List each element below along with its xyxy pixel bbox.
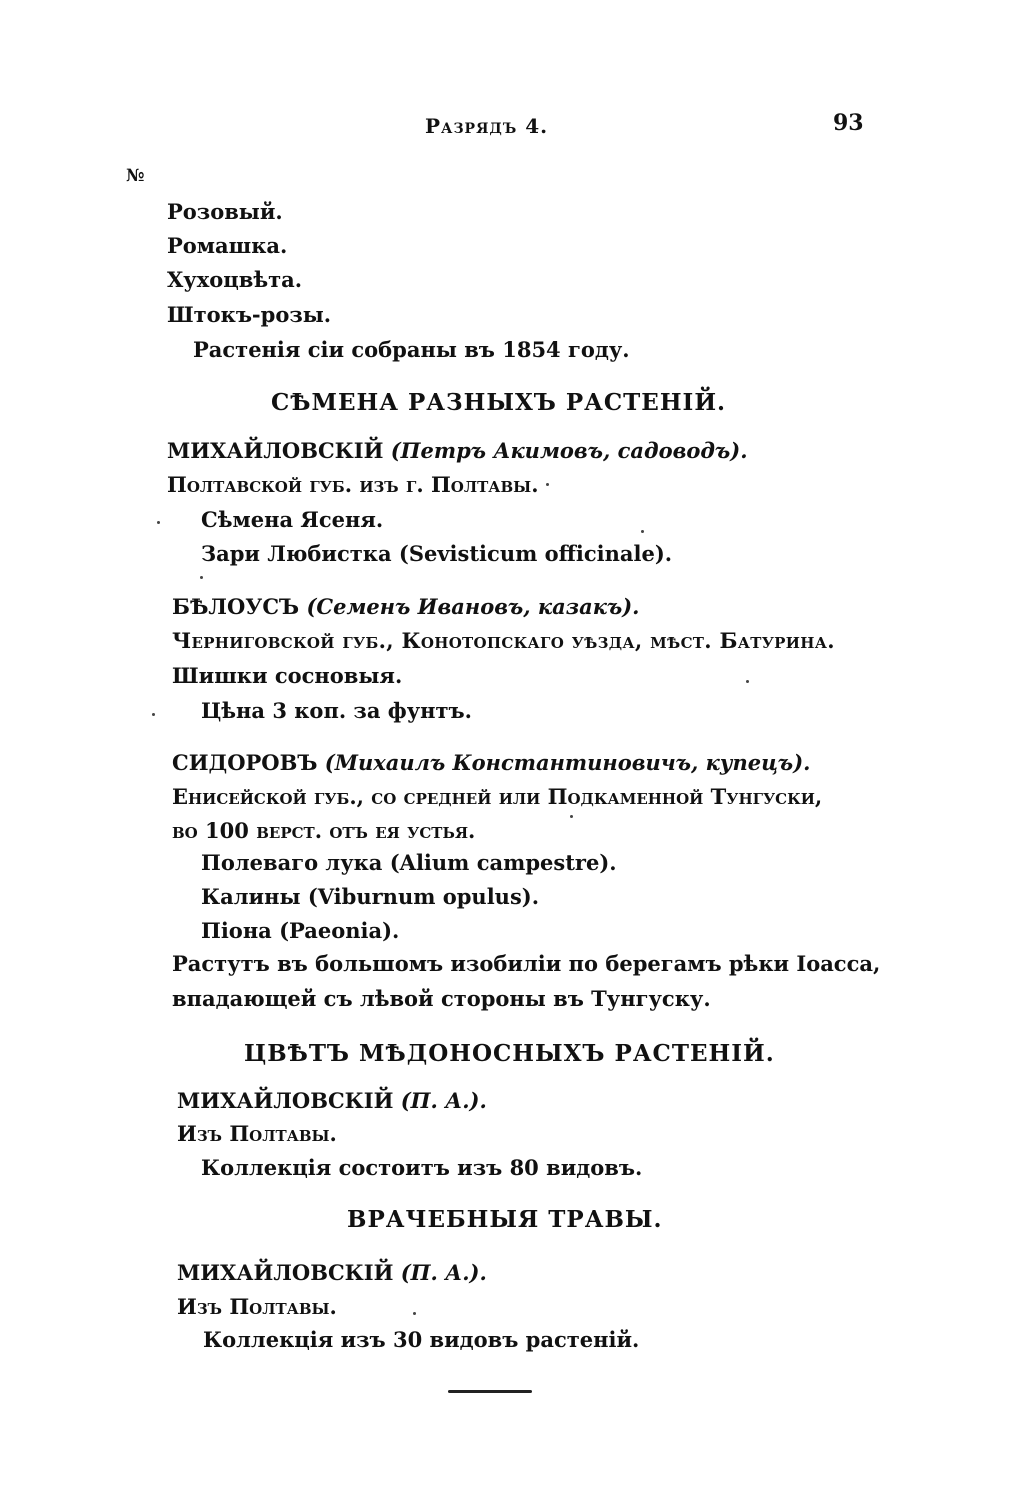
exhibitor-line [167,437,748,465]
running-title: Разрядъ 4. [425,114,549,138]
exhibitor-name: МИХАЙЛОВСКІЙ [177,1260,394,1285]
scan-speck [641,530,644,533]
section-heading-seeds: СѢМЕНА РАЗНЫХЪ РАСТЕНІЙ. [271,389,727,416]
exhibitor-details: (Петръ Акимовъ, садоводъ). [390,438,748,463]
habitat-note: впадающей съ лѣвой стороны въ Тунгуску. [172,986,711,1011]
list-item: Зари Любистка (Sevisticum officinale). [201,541,673,566]
list-item: Сѣмена Ясеня. [201,507,384,532]
exhibitor-name: МИХАЙЛОВСКІЙ [167,438,384,463]
section-heading-honey-plants: ЦВѢТЪ МѢДОНОСНЫХЪ РАСТЕНІЙ. [244,1040,775,1067]
exhibitor-line [172,749,810,777]
list-item: Ромашка. [167,233,288,258]
page-number: 93 [833,110,864,136]
list-item: Хухоцвѣта. [167,267,303,292]
exhibitor-line [177,1087,487,1115]
habitat-note: Растутъ въ большомъ изобиліи по берегамъ рѣки Іоасса, [172,951,881,976]
scan-speck [546,483,549,486]
collection-note: Коллекція состоитъ изъ 80 видовъ. [201,1155,643,1180]
list-item: Штокъ-розы. [167,302,332,327]
origin-line: Полтавской губ. изъ г. Полтавы. [167,472,539,497]
exhibitor-details: (П. А.). [400,1260,487,1285]
number-sign: № [126,166,145,186]
scan-speck [200,576,203,579]
list-item: Полеваго лука (Alium campestre). [201,850,617,875]
exhibitor-line [172,593,639,621]
section-heading-medicinal-herbs: ВРАЧЕБНЫЯ ТРАВЫ. [347,1206,663,1233]
scan-speck [746,680,749,683]
list-item: Піона (Paeonia). [201,918,400,943]
exhibitor-details: (Семенъ Ивановъ, казакъ). [306,594,640,619]
closing-rule [448,1390,532,1393]
scan-speck [570,815,573,818]
exhibitor-name: МИХАЙЛОВСКІЙ [177,1088,394,1113]
scan-speck [157,521,160,524]
exhibitor-name: СИДОРОВЪ [172,750,318,775]
list-item: Калины (Viburnum opulus). [201,884,540,909]
origin-line: Черниговской губ., Конотопскаго уѣзда, мѣст. Батурина. [172,628,835,653]
exhibitor-line [177,1259,487,1287]
origin-line: во 100 верст. отъ ея устья. [172,818,476,843]
scan-speck [413,1312,416,1315]
origin-line: Енисейской губ., со средней или Подкаменной Тунгуски, [172,784,823,809]
exhibitor-details: (П. А.). [400,1088,487,1113]
list-item: Розовый. [167,199,283,224]
origin-line: Изъ Полтавы. [177,1121,337,1146]
price-note: Цѣна 3 коп. за фунтъ. [201,698,472,723]
collection-note: Растенія сіи собраны въ 1854 году. [193,337,630,362]
list-item: Шишки сосновыя. [172,663,403,688]
collection-note: Коллекція изъ 30 видовъ растеній. [203,1327,640,1352]
scan-speck [152,713,155,716]
exhibitor-details: (Михаилъ Константиновичъ, купецъ). [324,750,811,775]
exhibitor-name: БѢЛОУСЪ [172,594,300,619]
origin-line: Изъ Полтавы. [177,1294,337,1319]
